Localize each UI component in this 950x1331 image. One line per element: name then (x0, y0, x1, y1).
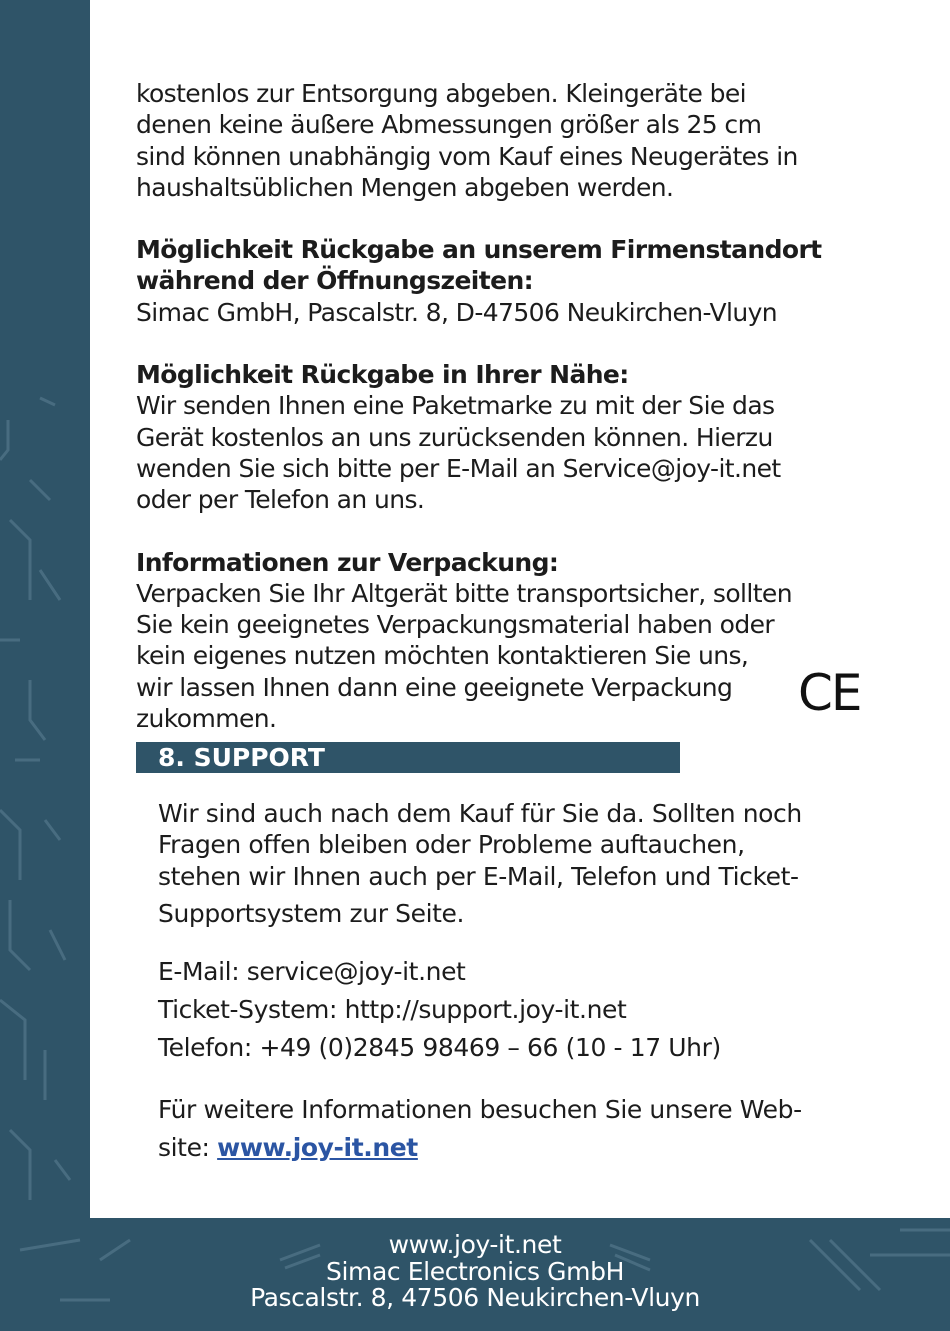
support-section-heading: 8. SUPPORT (136, 742, 680, 773)
company-return-heading: während der Öffnungszeiten: (136, 266, 534, 296)
support-intro-line: Supportsystem zur Seite. (158, 898, 465, 928)
company-address: Simac GmbH, Pascalstr. 8, D-47506 Neukirchen-Vluyn (136, 297, 778, 327)
disposal-intro-line: haushaltsüblichen Mengen abgeben werden. (136, 172, 674, 202)
disposal-section (136, 78, 861, 734)
ce-mark-icon: CE (798, 664, 861, 722)
support-intro-line: Wir sind auch nach dem Kauf für Sie da. Sollten noch (158, 799, 802, 828)
disposal-intro-line: denen keine äußere Abmessungen größer als 25 cm (136, 110, 762, 140)
more-info-website-line (158, 1129, 878, 1167)
packaging-line: Sie kein geeignetes Verpackungsmaterial haben oder (136, 610, 775, 640)
company-return-heading: Möglichkeit Rückgabe an unserem Firmenstandort (136, 235, 822, 265)
support-section (158, 798, 878, 1167)
packaging-line: kein eigenes nutzen möchten kontaktieren Sie uns, (136, 641, 749, 671)
footer-company: Simac Electronics GmbH (326, 1256, 624, 1286)
support-email: E-Mail: service@joy-it.net (158, 957, 466, 987)
packaging-line: wir lassen Ihnen dann eine geeignete Verpackung (136, 672, 733, 702)
footer-url: www.joy-it.net (388, 1230, 562, 1259)
more-info-prefix: site: (158, 1133, 218, 1163)
website-link[interactable]: www.joy-it.net (217, 1133, 418, 1163)
footer-address: Pascalstr. 8, 47506 Neukirchen-Vluyn (250, 1283, 700, 1312)
nearby-return-line: Wir senden Ihnen eine Paketmarke zu mit der Sie das (136, 391, 775, 421)
packaging-line: Verpacken Sie Ihr Altgerät bitte transportsicher, sollten (136, 578, 792, 608)
packaging-line: zukommen. (136, 704, 277, 734)
white-page (90, 0, 950, 1218)
more-info-line: Für weitere Informationen besuchen Sie unsere Web- (158, 1095, 802, 1125)
disposal-intro-line: kostenlos zur Entsorgung abgeben. Kleingeräte bei (136, 79, 747, 108)
nearby-return-line: wenden Sie sich bitte per E-Mail an Service@joy-it.net (136, 453, 781, 483)
disposal-intro-line: sind können unabhängig vom Kauf eines Neugerätes in (136, 141, 798, 171)
nearby-return-line: oder per Telefon an uns. (136, 485, 425, 515)
support-ticket-system: Ticket-System: http://support.joy-it.net (158, 995, 627, 1025)
nearby-return-heading: Möglichkeit Rückgabe in Ihrer Nähe: (136, 360, 629, 390)
support-intro-line: Fragen offen bleiben oder Probleme auftauchen, (158, 830, 745, 860)
support-phone: Telefon: +49 (0)2845 98469 – 66 (10 - 17 Uhr) (158, 1033, 721, 1063)
footer (0, 1232, 950, 1312)
nearby-return-line: Gerät kostenlos an uns zurücksenden können. Hierzu (136, 422, 773, 452)
support-intro-line: stehen wir Ihnen auch per E-Mail, Telefon und Ticket- (158, 861, 799, 891)
packaging-heading: Informationen zur Verpackung: (136, 547, 559, 577)
